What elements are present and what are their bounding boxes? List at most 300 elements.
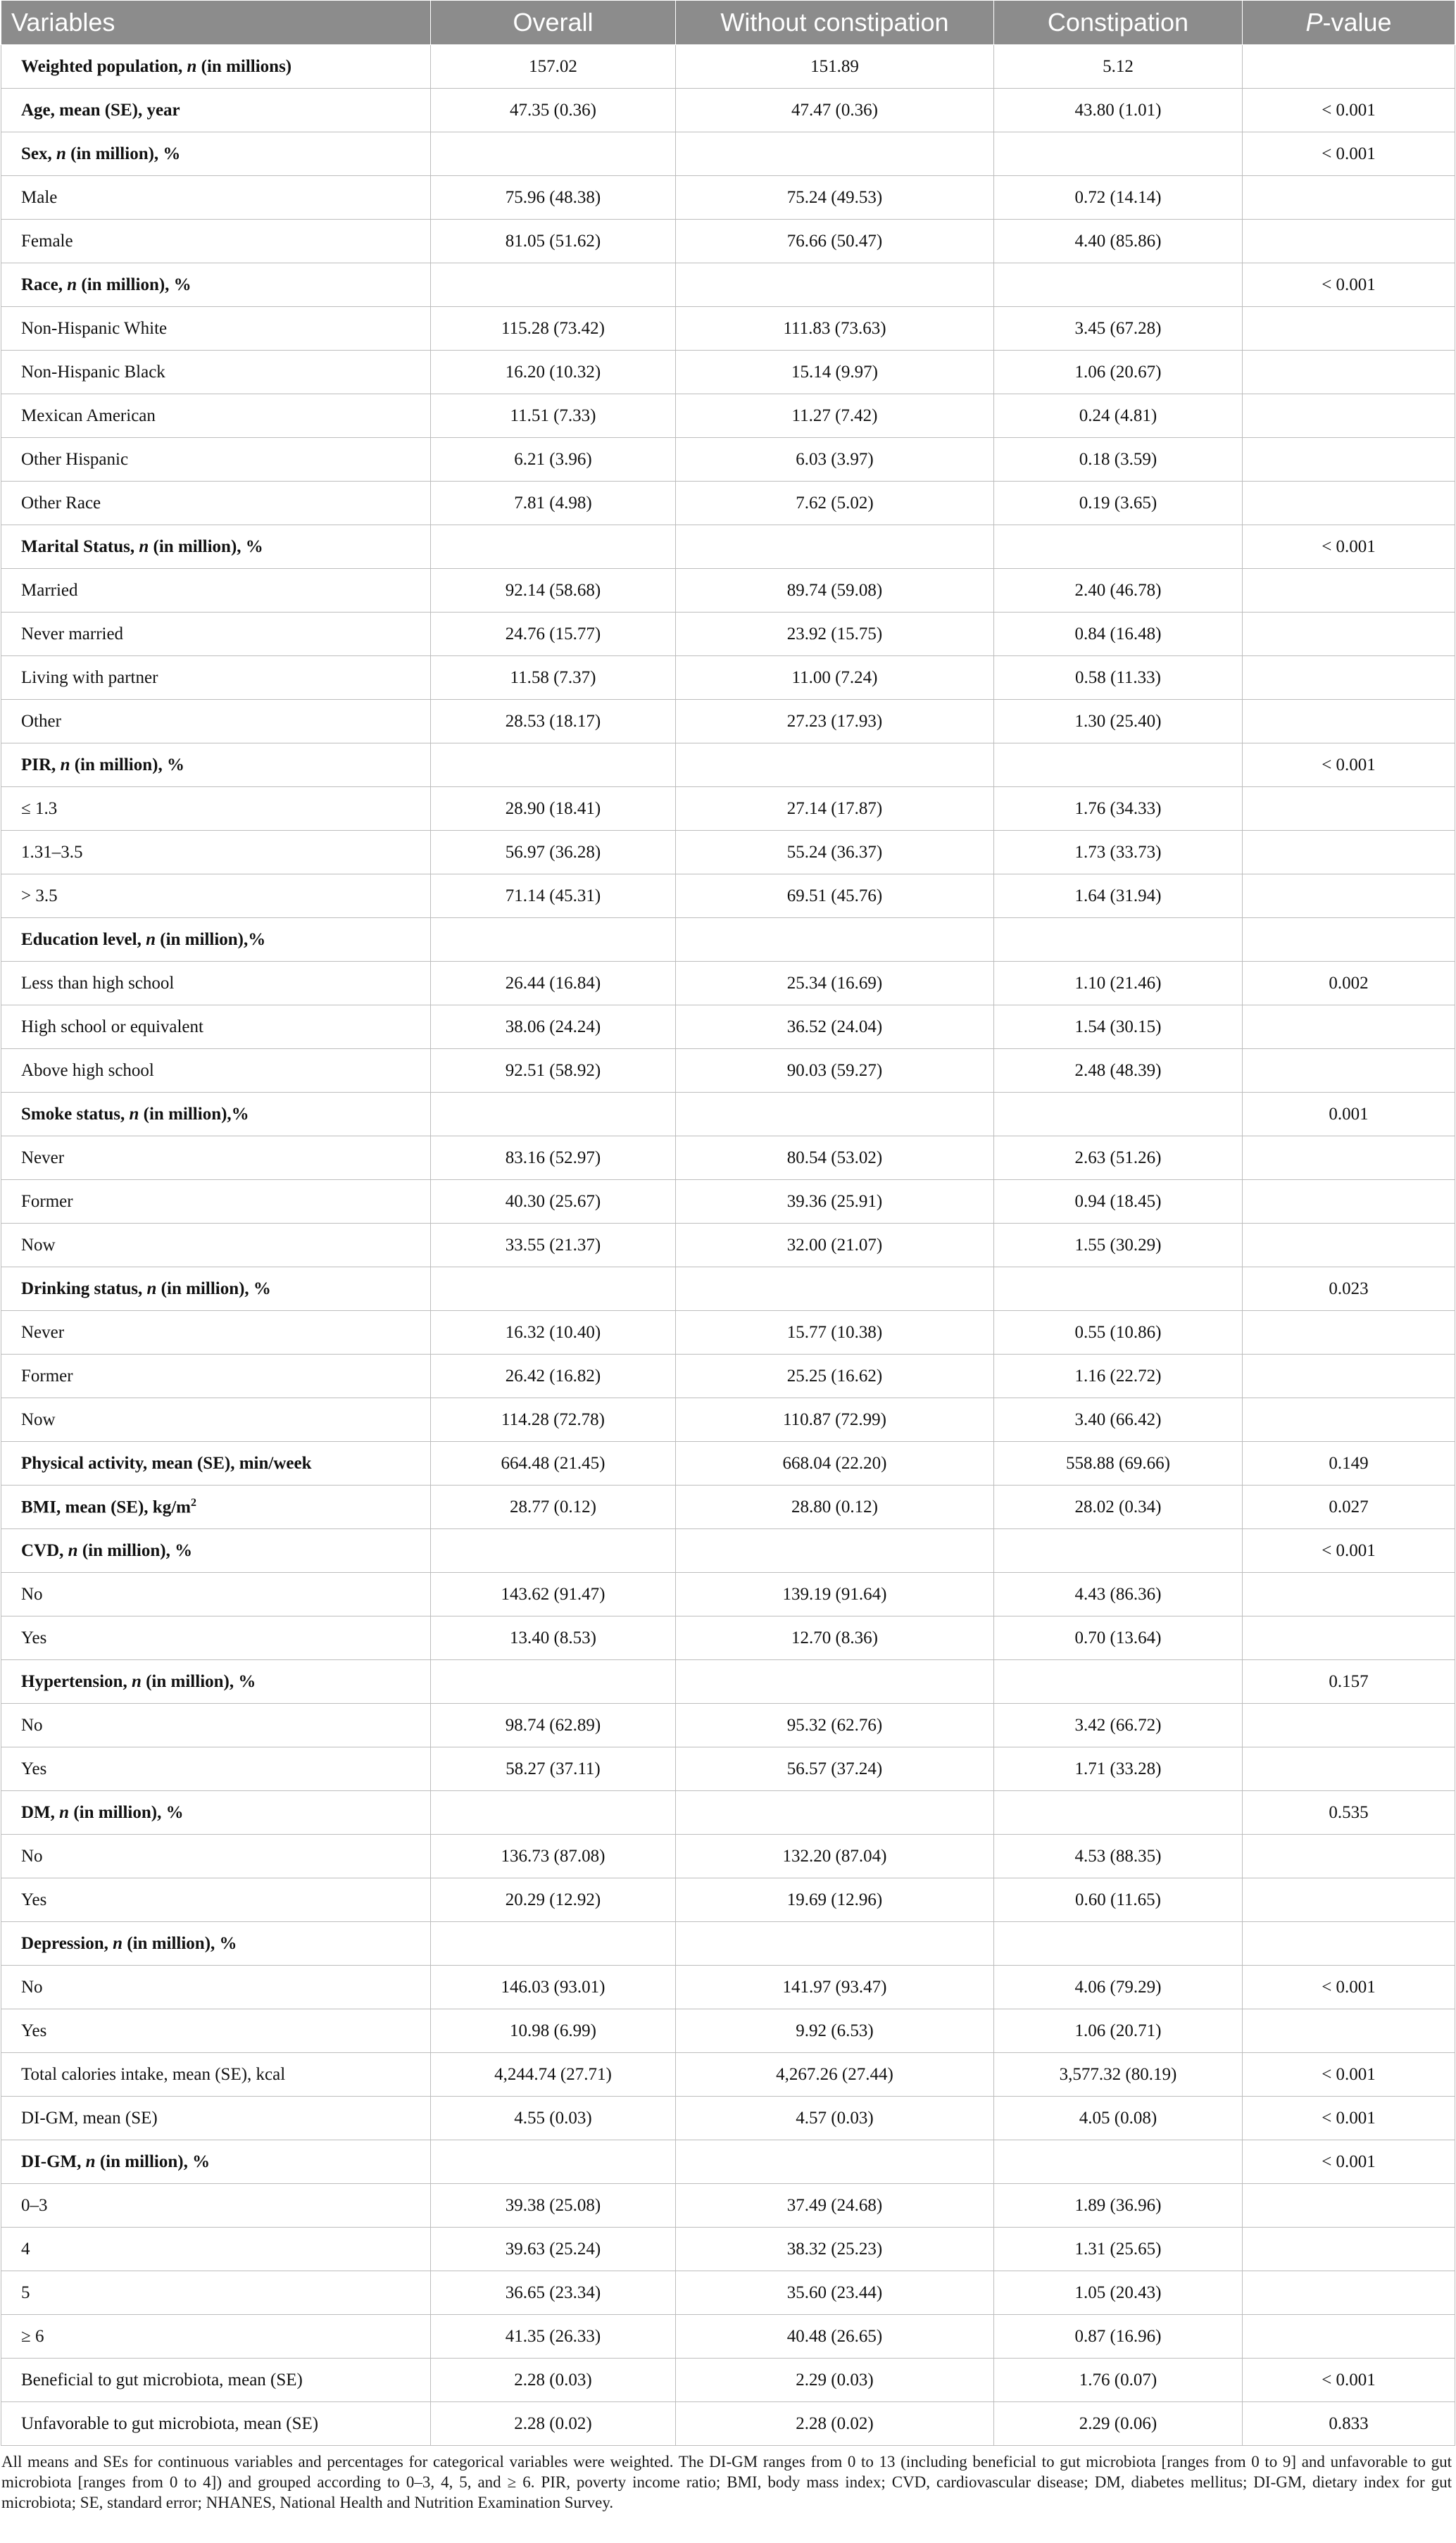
variable-label: Now	[1, 1224, 431, 1267]
overall-cell: 56.97 (36.28)	[431, 831, 676, 874]
variable-label	[1, 1660, 431, 1704]
p-value-cell	[1243, 2228, 1455, 2271]
p-value-cell	[1243, 220, 1455, 263]
table-row	[1, 1224, 1455, 1267]
without-constipation-cell: 15.77 (10.38)	[676, 1311, 994, 1355]
variable-label	[1, 263, 431, 307]
overall-cell: 157.02	[431, 45, 676, 89]
label-n-italic: n	[67, 275, 77, 294]
overall-cell: 4.55 (0.03)	[431, 2097, 676, 2140]
p-value-cell: 0.023	[1243, 1267, 1455, 1311]
p-value-cell	[1243, 1355, 1455, 1398]
overall-cell: 146.03 (93.01)	[431, 1966, 676, 2009]
overall-cell: 115.28 (73.42)	[431, 307, 676, 351]
table-row	[1, 1616, 1455, 1660]
variable-label: Never	[1, 1311, 431, 1355]
constipation-cell: 0.94 (18.45)	[994, 1180, 1243, 1224]
p-value-cell: < 0.001	[1243, 525, 1455, 569]
p-italic: P	[1305, 8, 1323, 37]
constipation-cell: 0.18 (3.59)	[994, 438, 1243, 482]
table-row	[1, 482, 1455, 525]
variable-label: Now	[1, 1398, 431, 1442]
variable-label	[1, 2140, 431, 2184]
label-text-suffix: (in million), %	[149, 536, 263, 556]
label-text-suffix: (in million), %	[141, 1671, 256, 1691]
label-text-suffix: (in million), %	[123, 1933, 237, 1953]
p-value-cell	[1243, 569, 1455, 613]
label-text-suffix: (in million), %	[77, 1540, 193, 1560]
table-group-row	[1, 45, 1455, 89]
table-group-row	[1, 1093, 1455, 1136]
without-constipation-cell: 668.04 (22.20)	[676, 1442, 994, 1486]
constipation-cell: 0.60 (11.65)	[994, 1878, 1243, 1922]
constipation-cell: 4.06 (79.29)	[994, 1966, 1243, 2009]
constipation-cell: 1.30 (25.40)	[994, 700, 1243, 743]
table-row	[1, 1835, 1455, 1878]
overall-cell: 7.81 (4.98)	[431, 482, 676, 525]
table-group-row	[1, 918, 1455, 962]
table-row	[1, 1180, 1455, 1224]
p-value-cell: 0.535	[1243, 1791, 1455, 1835]
label-text: DI-GM,	[21, 2152, 86, 2171]
overall-cell	[431, 263, 676, 307]
p-value-cell: < 0.001	[1243, 2140, 1455, 2184]
p-value-cell	[1243, 394, 1455, 438]
data-table	[1, 0, 1455, 2446]
p-value-cell	[1243, 307, 1455, 351]
variable-label: Yes	[1, 2009, 431, 2053]
label-n-italic: n	[56, 144, 66, 163]
p-value-cell: < 0.001	[1243, 89, 1455, 132]
constipation-cell: 0.24 (4.81)	[994, 394, 1243, 438]
p-value-cell	[1243, 656, 1455, 700]
constipation-cell: 0.70 (13.64)	[994, 1616, 1243, 1660]
constipation-cell: 1.76 (34.33)	[994, 787, 1243, 831]
variable-label: Other Race	[1, 482, 431, 525]
without-constipation-cell	[676, 743, 994, 787]
variable-label: Other	[1, 700, 431, 743]
label-text: Sex,	[21, 144, 56, 163]
label-n-italic: n	[139, 536, 149, 556]
table-row	[1, 2271, 1455, 2315]
without-constipation-cell: 25.34 (16.69)	[676, 962, 994, 1005]
overall-cell	[431, 132, 676, 176]
constipation-cell	[994, 1922, 1243, 1966]
variable-label: 4	[1, 2228, 431, 2271]
overall-cell: 11.58 (7.37)	[431, 656, 676, 700]
variable-label: Unfavorable to gut microbiota, mean (SE)	[1, 2402, 431, 2446]
table-row	[1, 2402, 1455, 2446]
table-row	[1, 613, 1455, 656]
constipation-cell: 43.80 (1.01)	[994, 89, 1243, 132]
table-row	[1, 438, 1455, 482]
without-constipation-cell: 90.03 (59.27)	[676, 1049, 994, 1093]
overall-cell: 47.35 (0.36)	[431, 89, 676, 132]
label-text-suffix: (in million),%	[156, 929, 266, 949]
p-value-cell	[1243, 1616, 1455, 1660]
table-row	[1, 220, 1455, 263]
p-value-cell	[1243, 874, 1455, 918]
p-value-cell: < 0.001	[1243, 2359, 1455, 2402]
constipation-cell: 2.40 (46.78)	[994, 569, 1243, 613]
constipation-cell	[994, 132, 1243, 176]
p-value-cell: < 0.001	[1243, 1966, 1455, 2009]
without-constipation-cell	[676, 1791, 994, 1835]
constipation-cell: 1.73 (33.73)	[994, 831, 1243, 874]
constipation-cell: 1.71 (33.28)	[994, 1747, 1243, 1791]
table-row	[1, 787, 1455, 831]
overall-cell: 16.20 (10.32)	[431, 351, 676, 394]
overall-cell: 98.74 (62.89)	[431, 1704, 676, 1747]
constipation-cell: 0.84 (16.48)	[994, 613, 1243, 656]
table-row	[1, 2359, 1455, 2402]
label-text: Marital Status,	[21, 536, 139, 556]
table-group-row	[1, 1922, 1455, 1966]
header-overall: Overall	[431, 1, 676, 45]
constipation-cell: 1.31 (25.65)	[994, 2228, 1243, 2271]
without-constipation-cell	[676, 263, 994, 307]
variable-label	[1, 1442, 431, 1486]
overall-cell: 28.90 (18.41)	[431, 787, 676, 831]
label-n-italic: n	[60, 755, 70, 774]
label-text-suffix: (in million), %	[95, 2152, 211, 2171]
overall-cell: 26.44 (16.84)	[431, 962, 676, 1005]
without-constipation-cell: 2.29 (0.03)	[676, 2359, 994, 2402]
variable-label: 0–3	[1, 2184, 431, 2228]
table-group-row	[1, 1529, 1455, 1573]
variable-label: DI-GM, mean (SE)	[1, 2097, 431, 2140]
constipation-cell	[994, 263, 1243, 307]
variable-label	[1, 1267, 431, 1311]
overall-cell: 81.05 (51.62)	[431, 220, 676, 263]
without-constipation-cell: 9.92 (6.53)	[676, 2009, 994, 2053]
table-row	[1, 1704, 1455, 1747]
variable-label: No	[1, 1704, 431, 1747]
table-row	[1, 831, 1455, 874]
table-row	[1, 1747, 1455, 1791]
table-footnote: All means and SEs for continuous variables and percentages for categorical variables were weighted. The DI-GM ranges from 0 to 13 (including beneficial to gut microbiota [ranges from 0 to 9] and unfavorable to gut microbiota [ranges from 0 to 4]) and grouped according to 0–3, 4, 5, and ≥ 6. PIR, poverty income ratio; BMI, body mass index; CVD, cardiovascular disease; DM, diabetes mellitus; DI-GM, dietary index for gut microbiota; SE, standard error; NHANES, National Health and Nutrition Examination Survey.	[1, 2453, 1452, 2511]
overall-cell: 2.28 (0.03)	[431, 2359, 676, 2402]
overall-cell: 33.55 (21.37)	[431, 1224, 676, 1267]
constipation-cell	[994, 1529, 1243, 1573]
constipation-cell: 1.55 (30.29)	[994, 1224, 1243, 1267]
without-constipation-cell: 56.57 (37.24)	[676, 1747, 994, 1791]
variable-label	[1, 1922, 431, 1966]
constipation-cell: 1.76 (0.07)	[994, 2359, 1243, 2402]
overall-cell: 114.28 (72.78)	[431, 1398, 676, 1442]
table-row	[1, 2097, 1455, 2140]
p-value-cell	[1243, 351, 1455, 394]
without-constipation-cell: 11.00 (7.24)	[676, 656, 994, 700]
label-text: Smoke status,	[21, 1104, 130, 1124]
label-text: CVD,	[21, 1540, 68, 1560]
overall-cell	[431, 1922, 676, 1966]
variable-label: Married	[1, 569, 431, 613]
variable-label	[1, 132, 431, 176]
p-suffix: -value	[1322, 8, 1392, 37]
label-n-italic: n	[113, 1933, 123, 1953]
p-value-cell: < 0.001	[1243, 2097, 1455, 2140]
constipation-cell: 4.40 (85.86)	[994, 220, 1243, 263]
p-value-cell	[1243, 1704, 1455, 1747]
p-value-cell: 0.157	[1243, 1660, 1455, 1704]
label-n-italic: n	[68, 1540, 78, 1560]
constipation-cell	[994, 525, 1243, 569]
constipation-cell: 4.53 (88.35)	[994, 1835, 1243, 1878]
overall-cell	[431, 1529, 676, 1573]
p-value-cell	[1243, 1835, 1455, 1878]
variable-label	[1, 1791, 431, 1835]
table-row	[1, 1398, 1455, 1442]
without-constipation-cell: 80.54 (53.02)	[676, 1136, 994, 1180]
overall-cell: 28.53 (18.17)	[431, 700, 676, 743]
without-constipation-cell	[676, 132, 994, 176]
table-row	[1, 700, 1455, 743]
without-constipation-cell: 11.27 (7.42)	[676, 394, 994, 438]
overall-cell: 6.21 (3.96)	[431, 438, 676, 482]
without-constipation-cell	[676, 918, 994, 962]
without-constipation-cell: 139.19 (91.64)	[676, 1573, 994, 1616]
p-value-cell	[1243, 1573, 1455, 1616]
constipation-cell: 1.89 (36.96)	[994, 2184, 1243, 2228]
constipation-cell: 1.10 (21.46)	[994, 962, 1243, 1005]
overall-cell	[431, 525, 676, 569]
without-constipation-cell	[676, 1529, 994, 1573]
without-constipation-cell: 27.14 (17.87)	[676, 787, 994, 831]
p-value-cell	[1243, 1747, 1455, 1791]
constipation-cell: 2.29 (0.06)	[994, 2402, 1243, 2446]
constipation-cell: 3.45 (67.28)	[994, 307, 1243, 351]
p-value-cell	[1243, 1922, 1455, 1966]
table-row	[1, 351, 1455, 394]
table-group-row	[1, 525, 1455, 569]
overall-cell: 39.63 (25.24)	[431, 2228, 676, 2271]
table-row	[1, 394, 1455, 438]
table-row	[1, 2053, 1455, 2097]
variable-label: High school or equivalent	[1, 1005, 431, 1049]
variable-label: Yes	[1, 1878, 431, 1922]
without-constipation-cell: 95.32 (62.76)	[676, 1704, 994, 1747]
overall-cell: 13.40 (8.53)	[431, 1616, 676, 1660]
without-constipation-cell: 38.32 (25.23)	[676, 2228, 994, 2271]
constipation-cell: 28.02 (0.34)	[994, 1486, 1243, 1529]
without-constipation-cell: 40.48 (26.65)	[676, 2315, 994, 2359]
without-constipation-cell: 4.57 (0.03)	[676, 2097, 994, 2140]
constipation-cell: 1.16 (22.72)	[994, 1355, 1243, 1398]
label-text: Weighted population,	[21, 56, 187, 76]
table-body	[1, 45, 1455, 2446]
without-constipation-cell: 25.25 (16.62)	[676, 1355, 994, 1398]
table-group-row	[1, 263, 1455, 307]
constipation-cell	[994, 743, 1243, 787]
overall-cell: 26.42 (16.82)	[431, 1355, 676, 1398]
variable-label	[1, 1486, 431, 1529]
variable-label: Mexican American	[1, 394, 431, 438]
table-row	[1, 1966, 1455, 2009]
overall-cell: 71.14 (45.31)	[431, 874, 676, 918]
variable-label: Non-Hispanic Black	[1, 351, 431, 394]
without-constipation-cell	[676, 525, 994, 569]
p-value-cell	[1243, 2009, 1455, 2053]
table-group-row	[1, 2140, 1455, 2184]
constipation-cell	[994, 1267, 1243, 1311]
without-constipation-cell: 27.23 (17.93)	[676, 700, 994, 743]
variable-label: Non-Hispanic White	[1, 307, 431, 351]
without-constipation-cell: 141.97 (93.47)	[676, 1966, 994, 2009]
header-constipation: Constipation	[994, 1, 1243, 45]
variable-label: > 3.5	[1, 874, 431, 918]
constipation-cell: 2.63 (51.26)	[994, 1136, 1243, 1180]
constipation-cell: 1.05 (20.43)	[994, 2271, 1243, 2315]
variable-label: Other Hispanic	[1, 438, 431, 482]
table-group-row	[1, 1791, 1455, 1835]
overall-cell: 10.98 (6.99)	[431, 2009, 676, 2053]
constipation-cell	[994, 1660, 1243, 1704]
p-value-cell	[1243, 45, 1455, 89]
table-row	[1, 1355, 1455, 1398]
overall-cell: 24.76 (15.77)	[431, 613, 676, 656]
label-text: PIR,	[21, 755, 61, 774]
label-text-suffix: (in million),%	[139, 1104, 249, 1124]
p-value-cell: 0.002	[1243, 962, 1455, 1005]
p-value-cell	[1243, 613, 1455, 656]
label-n-italic: n	[85, 2152, 96, 2171]
without-constipation-cell: 19.69 (12.96)	[676, 1878, 994, 1922]
overall-cell	[431, 2140, 676, 2184]
overall-cell	[431, 1093, 676, 1136]
p-value-cell	[1243, 1224, 1455, 1267]
without-constipation-cell	[676, 1922, 994, 1966]
table-row	[1, 307, 1455, 351]
without-constipation-cell: 4,267.26 (27.44)	[676, 2053, 994, 2097]
p-value-cell	[1243, 176, 1455, 220]
variable-label: ≤ 1.3	[1, 787, 431, 831]
constipation-cell: 1.54 (30.15)	[994, 1005, 1243, 1049]
p-value-cell	[1243, 482, 1455, 525]
constipation-cell: 0.55 (10.86)	[994, 1311, 1243, 1355]
constipation-cell: 0.58 (11.33)	[994, 656, 1243, 700]
variable-label: Never	[1, 1136, 431, 1180]
without-constipation-cell: 69.51 (45.76)	[676, 874, 994, 918]
label-text-suffix: (in million), %	[69, 1802, 184, 1822]
variable-label: Female	[1, 220, 431, 263]
variable-label	[1, 1093, 431, 1136]
variable-label: Former	[1, 1180, 431, 1224]
header-row	[1, 1, 1455, 45]
label-n-italic: n	[146, 1279, 157, 1298]
without-constipation-cell: 39.36 (25.91)	[676, 1180, 994, 1224]
p-value-cell	[1243, 1049, 1455, 1093]
overall-cell: 28.77 (0.12)	[431, 1486, 676, 1529]
without-constipation-cell: 151.89	[676, 45, 994, 89]
without-constipation-cell	[676, 1093, 994, 1136]
constipation-cell	[994, 918, 1243, 962]
table-group-row	[1, 1442, 1455, 1486]
table-row	[1, 656, 1455, 700]
label-n-italic: n	[187, 56, 197, 76]
p-value-cell	[1243, 2315, 1455, 2359]
overall-cell: 92.14 (58.68)	[431, 569, 676, 613]
p-value-cell	[1243, 1136, 1455, 1180]
table-row	[1, 962, 1455, 1005]
variable-label: ≥ 6	[1, 2315, 431, 2359]
without-constipation-cell: 7.62 (5.02)	[676, 482, 994, 525]
label-text: Race,	[21, 275, 68, 294]
constipation-cell: 0.72 (14.14)	[994, 176, 1243, 220]
overall-cell: 136.73 (87.08)	[431, 1835, 676, 1878]
overall-cell	[431, 1791, 676, 1835]
constipation-cell: 0.19 (3.65)	[994, 482, 1243, 525]
constipation-cell	[994, 1791, 1243, 1835]
label-text-suffix: (in million), %	[156, 1279, 271, 1298]
label-text: Depression,	[21, 1933, 113, 1953]
label-text: Education level,	[21, 929, 146, 949]
label-text-suffix: (in million), %	[77, 275, 192, 294]
constipation-cell: 0.87 (16.96)	[994, 2315, 1243, 2359]
variable-label: Never married	[1, 613, 431, 656]
header-p-value	[1243, 1, 1455, 45]
p-value-cell: < 0.001	[1243, 132, 1455, 176]
table-row	[1, 1311, 1455, 1355]
p-value-cell: < 0.001	[1243, 2053, 1455, 2097]
variable-label: 5	[1, 2271, 431, 2315]
label-n-italic: n	[131, 1671, 142, 1691]
overall-cell: 4,244.74 (27.71)	[431, 2053, 676, 2097]
p-value-cell: 0.001	[1243, 1093, 1455, 1136]
table-row	[1, 2315, 1455, 2359]
label-superscript: 2	[190, 1496, 196, 1509]
p-value-cell: < 0.001	[1243, 263, 1455, 307]
p-value-cell: 0.833	[1243, 2402, 1455, 2446]
label-text: Hypertension,	[21, 1671, 132, 1691]
without-constipation-cell: 132.20 (87.04)	[676, 1835, 994, 1878]
p-value-cell: 0.027	[1243, 1486, 1455, 1529]
without-constipation-cell: 36.52 (24.04)	[676, 1005, 994, 1049]
p-value-cell	[1243, 1398, 1455, 1442]
table-header	[1, 1, 1455, 45]
constipation-cell: 3,577.32 (80.19)	[994, 2053, 1243, 2097]
overall-cell	[431, 1267, 676, 1311]
table-group-row	[1, 1486, 1455, 1529]
overall-cell: 40.30 (25.67)	[431, 1180, 676, 1224]
overall-cell: 20.29 (12.92)	[431, 1878, 676, 1922]
without-constipation-cell: 2.28 (0.02)	[676, 2402, 994, 2446]
p-value-cell	[1243, 787, 1455, 831]
overall-cell: 92.51 (58.92)	[431, 1049, 676, 1093]
variable-label	[1, 743, 431, 787]
label-text: Age, mean (SE), year	[21, 100, 180, 120]
table-row	[1, 1005, 1455, 1049]
constipation-cell: 3.42 (66.72)	[994, 1704, 1243, 1747]
variable-label: No	[1, 1573, 431, 1616]
table-row	[1, 1136, 1455, 1180]
header-variables: Variables	[1, 1, 431, 45]
table-group-row	[1, 743, 1455, 787]
without-constipation-cell: 47.47 (0.36)	[676, 89, 994, 132]
without-constipation-cell: 37.49 (24.68)	[676, 2184, 994, 2228]
overall-cell: 58.27 (37.11)	[431, 1747, 676, 1791]
p-value-cell: 0.149	[1243, 1442, 1455, 1486]
constipation-cell: 2.48 (48.39)	[994, 1049, 1243, 1093]
variable-label	[1, 525, 431, 569]
overall-cell	[431, 918, 676, 962]
label-text: BMI, mean (SE), kg/m	[21, 1497, 191, 1517]
table-row	[1, 1049, 1455, 1093]
table-row	[1, 1878, 1455, 1922]
variable-label: Less than high school	[1, 962, 431, 1005]
p-value-cell	[1243, 2271, 1455, 2315]
p-value-cell	[1243, 1005, 1455, 1049]
